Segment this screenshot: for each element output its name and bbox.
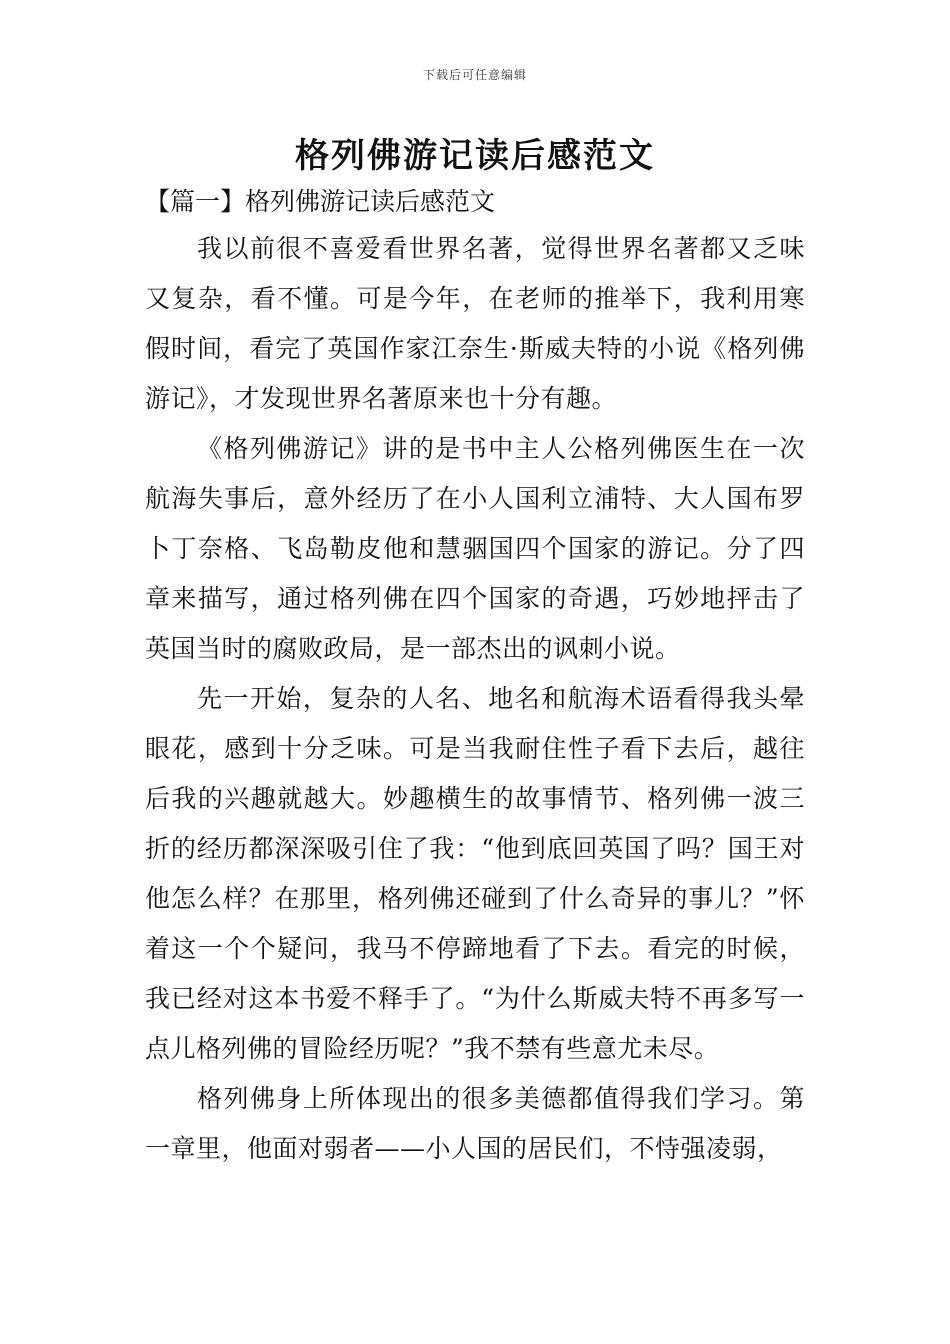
paragraph: 格列佛身上所体现出的很多美德都值得我们学习。第一章里，他面对弱者——小人国的居民们，不恃强凌弱，	[145, 1084, 805, 1163]
paragraph: 《格列佛游记》讲的是书中主人公格列佛医生在一次航海失事后，意外经历了在小人国利立浦特、大人国布罗卜丁奈格、飞岛勒皮他和慧骃国四个国家的游记。分了四章来描写，通过格列佛在四个国家的奇遇，巧妙地抨击了英国当时的腐败政局，是一部杰出的讽刺小说。	[145, 434, 805, 663]
document-body	[145, 224, 805, 1174]
document-title: 格列佛游记读后感范文	[295, 136, 655, 176]
section-heading: 【篇一】格列佛游记读后感范文	[145, 187, 496, 216]
page-header-note: 下载后可任意编辑	[422, 68, 527, 82]
paragraph: 先一开始，复杂的人名、地名和航海术语看得我头晕眼花，感到十分乏味。可是当我耐住性子看下去后，越往后我的兴趣就越大。妙趣横生的故事情节、格列佛一波三折的经历都深深吸引住了我：“他到底回英国了吗？国王对他怎么样？在那里，格列佛还碰到了什么奇异的事儿？”怀着这一个个疑问，我马不停蹄地看了下去。看完的时候，我已经对这本书爱不释手了。“为什么斯威夫特不再多写一点儿格列佛的冒险经历呢？”我不禁有些意尤未尽。	[145, 684, 805, 1063]
paragraph: 我以前很不喜爱看世界名著，觉得世界名著都又乏味又复杂，看不懂。可是今年，在老师的推举下，我利用寒假时间，看完了英国作家江奈生·斯威夫特的小说《格列佛游记》，才发现世界名著原来也十分有趣。	[145, 234, 805, 413]
